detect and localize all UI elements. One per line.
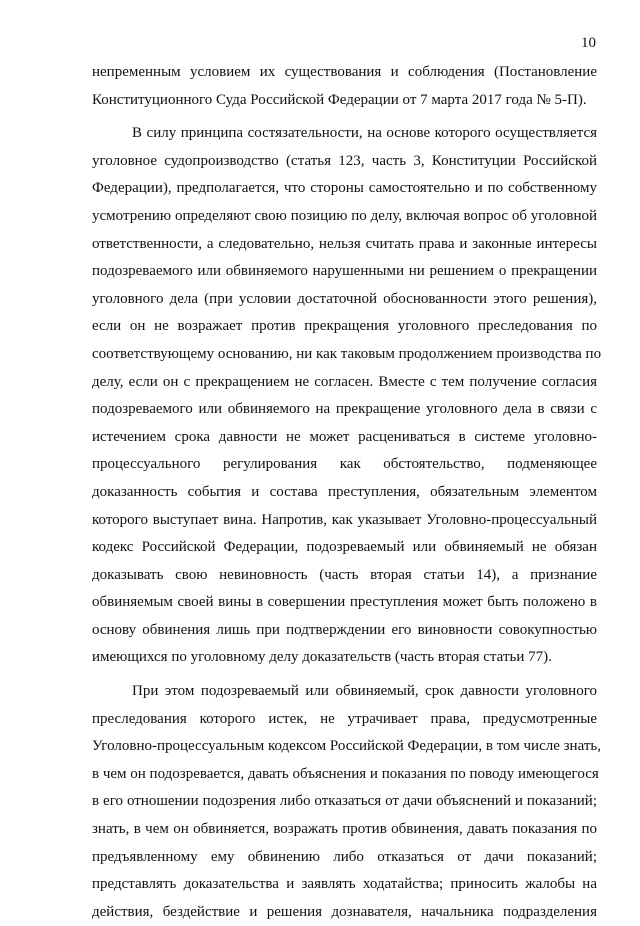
text-line: преследования которого истек, не утрачивает права, предусмотренные [92,710,597,727]
text-line: В силу принципа состязательности, на основе которого осуществляется [132,125,597,142]
text-line: доказанность события и состава преступления, обязательным элементом [92,483,597,500]
text-line: процессуального регулирования как обстоятельство, подменяющее [92,456,597,473]
text-line: делу, если он с прекращением не согласен. Вместе с тем получение согласия [92,373,597,390]
text-line: которого выступает вина. Напротив, как указывает Уголовно-процессуальный [92,511,597,528]
text-line: усмотрению определяют свою позицию по делу, включая вопрос об уголовной [92,207,597,224]
text-line: Конституционного Суда Российской Федерации от 7 марта 2017 года № 5-П). [92,91,587,108]
text-line: в его отношении подозрения либо отказаться от дачи объяснений и показаний; [92,793,597,810]
text-line: соответствующему основанию, ни как таковым продолжением производства по [92,345,602,362]
text-line: уголовного дела (при условии достаточной обоснованности этого решения), [92,290,597,307]
page-number: 10 [581,35,596,51]
text-line: доказывать свою невиновность (часть вторая статьи 14), а признание [92,566,597,583]
text-line: знать, в чем он обвиняется, возражать против обвинения, давать показания по [92,821,597,838]
text-line: кодекс Российской Федерации, подозреваемый или обвиняемый не обязан [92,539,597,556]
text-line: в чем он подозревается, давать объяснения и показания по поводу имеющегося [92,765,599,782]
text-line: предъявленному ему обвинению либо отказаться от дачи показаний; [92,848,597,865]
text-line: действия, бездействие и решения дознавателя, начальника подразделения [92,903,597,920]
text-line: обвиняемым своей вины в совершении преступления может быть положено в [92,594,597,611]
text-line: Федерации), предполагается, что стороны самостоятельно и по собственному [92,180,597,197]
text-line: подозреваемого или обвиняемого на прекращение уголовного дела в связи с [92,401,597,418]
text-line: подозреваемого или обвиняемого нарушенными ни решением о прекращении [92,263,597,280]
text-line: основу обвинения лишь при подтверждении его виновности совокупностью [92,621,597,638]
text-line: непременным условием их существования и соблюдения (Постановление [92,64,597,80]
text-line: имеющихся по уголовному делу доказательств (часть вторая статьи 77). [92,649,552,666]
text-line: истечением срока давности не может расцениваться в системе уголовно- [92,428,597,445]
text-line: если он не возражает против прекращения уголовного преследования по [92,318,597,335]
paragraph [92,59,597,114]
document-body [92,59,602,926]
text-line: представлять доказательства и заявлять ходатайства; приносить жалобы на [92,876,597,893]
paragraph [92,678,602,926]
text-line: уголовное судопроизводство (статья 123, часть 3, Конституции Российской [92,152,597,169]
text-line: ответственности, а следовательно, нельзя считать права и законные интересы [92,235,597,252]
text-line: При этом подозреваемый или обвиняемый, срок давности уголовного [132,683,597,700]
paragraph [92,120,602,672]
text-line: Уголовно-процессуальным кодексом Российской Федерации, в том числе знать, [92,738,602,755]
